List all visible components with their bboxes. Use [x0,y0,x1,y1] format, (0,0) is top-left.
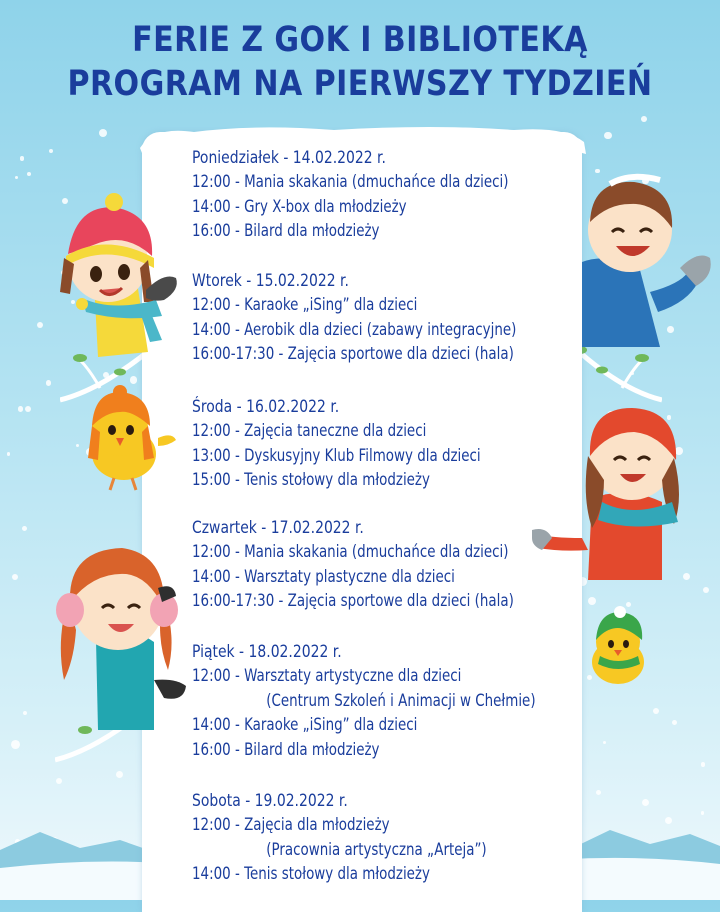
snowflake-icon [25,406,31,412]
event-subtext: (Pracownia artystyczna „Arteja”) [266,839,487,860]
event-text: 12:00 - Warsztaty artystyczne dla dzieci [192,666,462,686]
snowflake-icon [703,587,709,593]
snowflake-icon [46,380,52,386]
event-item: 16:00-17:30 - Zajęcia sportowe dla dzieci (hala) [192,591,514,611]
snowflake-icon [116,771,123,778]
title-line-2: PROGRAM NA PIERWSZY TYDZIEŃ [67,64,653,104]
event-item: 15:00 - Tenis stołowy dla młodzieży [192,470,430,490]
day-heading: Poniedziałek - 14.02.2022 r. [192,148,386,168]
event-item: 14:00 - Karaoke „iSing” dla dzieci [192,715,418,735]
snowflake-icon [11,740,20,749]
snowflake-icon [23,711,27,715]
event-text: 12:00 - Zajęcia dla młodzieży [192,815,390,835]
day-tuesday [192,269,603,367]
chick-orange-hat-icon [72,382,182,494]
event-item: 16:00 - Bilard dla młodzieży [192,221,380,241]
snowflake-icon [99,129,107,137]
event-item: 16:00 - Bilard dla młodzieży [192,739,380,760]
day-heading: Piątek - 18.02.2022 r. [192,642,342,662]
event-item: 14:00 - Gry X-box dla młodzieży [192,196,407,217]
event-item: 14:00 - Aerobik dla dzieci (zabawy integracyjne) [192,319,517,340]
day-heading: Wtorek - 15.02.2022 r. [192,271,349,291]
snowflake-icon [20,156,25,161]
day-saturday [192,789,565,887]
event-item: 14:00 - Tenis stołowy dla młodzieży [192,864,430,884]
snowflake-icon [27,172,31,176]
chick-green-hat-icon [578,604,658,690]
snowflake-icon [12,574,18,580]
snowflake-icon [701,762,706,767]
title-line-1: FERIE Z GOK I BIBLIOTEKĄ [132,20,588,60]
page-title [50,18,669,106]
snowflake-icon [22,526,28,532]
boy-blue-jacket-icon [570,172,720,347]
snowflake-icon [653,708,659,714]
snowflake-icon [7,452,11,456]
day-heading: Środa - 16.02.2022 r. [192,397,340,417]
child-pink-hat-icon [36,172,186,357]
girl-red-hat-icon [532,398,720,580]
day-friday [192,640,627,762]
snowflake-icon [49,149,53,153]
event-item: 16:00-17:30 - Zajęcia sportowe dla dzieci (hala) [192,344,514,364]
snowflake-icon [596,790,601,795]
snowflake-icon [604,132,611,139]
event-item [192,664,536,713]
event-item: 12:00 - Zajęcia taneczne dla dzieci [192,421,427,441]
snowflake-icon [15,176,18,179]
event-item: 12:00 - Mania skakania (dmuchańce dla dzieci) [192,542,509,562]
event-item: 13:00 - Dyskusyjny Klub Filmowy dla dzieci [192,445,481,466]
snowflake-icon [18,406,23,411]
girl-earmuffs-icon [36,530,196,730]
snowflake-icon [672,720,677,725]
event-item [192,813,487,862]
day-heading: Czwartek - 17.02.2022 r. [192,518,364,538]
event-item: 12:00 - Mania skakania (dmuchańce dla dzieci) [192,172,509,192]
day-monday [192,146,593,244]
event-subtext: (Centrum Szkoleń i Animacji w Chełmie) [266,690,536,711]
event-item: 12:00 - Karaoke „iSing” dla dzieci [192,295,418,315]
event-item: 14:00 - Warsztaty plastyczne dla dzieci [192,566,455,587]
snowflake-icon [642,799,649,806]
snowflake-icon [641,116,647,122]
day-wednesday [192,395,557,493]
day-heading: Sobota - 19.02.2022 r. [192,791,348,811]
snowflake-icon [56,778,62,784]
